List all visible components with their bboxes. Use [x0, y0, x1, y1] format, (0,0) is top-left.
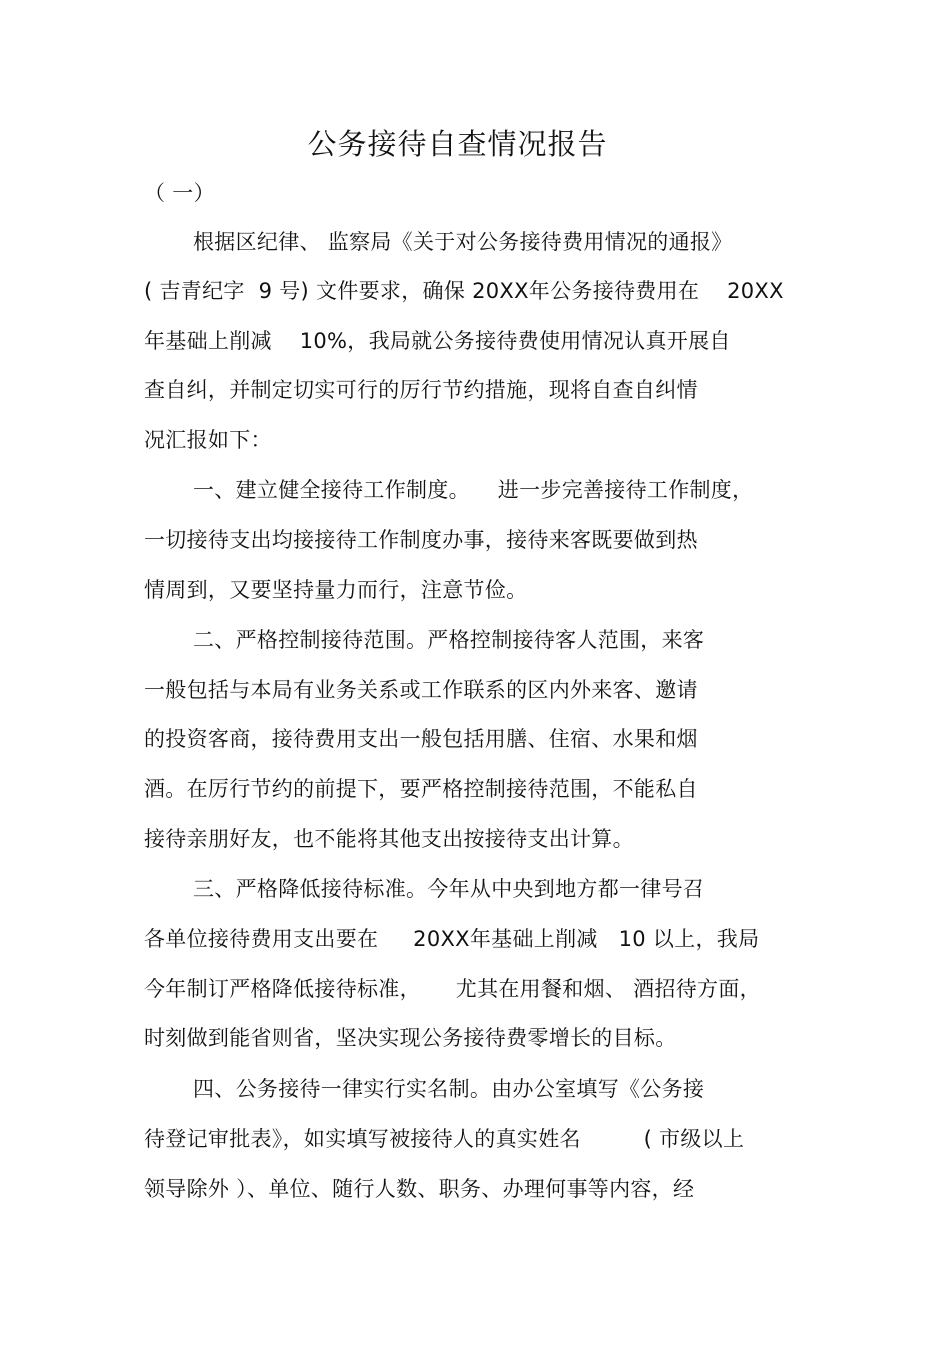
- paragraph-line: 根据区纪律、 监察局《关于对公务接待费用情况的通报》: [193, 230, 733, 254]
- paragraph-line: 一切接待支出均接接待工作制度办事，接待来客既要做到热: [144, 528, 698, 552]
- paragraph-line: 年基础上削减 10%，我局就公务接待费使用情况认真开展自: [144, 329, 731, 353]
- paragraph-line: 各单位接待费用支出要在 20XX年基础上削减 10 以上，我局: [144, 927, 760, 951]
- paragraph-line: 二、严格控制接待范围。严格控制接待客人范围，来客: [193, 628, 705, 652]
- paragraph-line: 一般包括与本局有业务关系或工作联系的区内外来客、邀请: [144, 678, 698, 702]
- paragraph-line: 接待亲朋好友，也不能将其他支出按接待支出计算。: [144, 827, 634, 851]
- paragraph-line: 一、建立健全接待工作制度。 进一步完善接待工作制度，: [193, 478, 754, 502]
- paragraph-line: 时刻做到能省则省，坚决实现公务接待费零增长的目标。: [144, 1026, 677, 1050]
- paragraph-line: ( 吉青纪字 9 号) 文件要求，确保 20XX年公务接待费用在 20XX: [144, 279, 784, 303]
- paragraph-line: 领导除外 ）、单位、随行人数、职务、办理何事等内容，经: [144, 1177, 695, 1201]
- section-label: （ 一）: [144, 181, 215, 205]
- document-title: 公务接待自查情况报告: [307, 127, 608, 161]
- paragraph-line: 酒。在厉行节约的前提下，要严格控制接待范围，不能私自: [144, 777, 698, 801]
- paragraph-line: 待登记审批表》，如实填写被接待人的真实姓名 ( 市级以上: [144, 1127, 745, 1151]
- paragraph-line: 情周到，又要坚持量力而行，注意节俭。: [144, 578, 528, 602]
- paragraph-line: 四、公务接待一律实行实名制。由办公室填写《公务接: [193, 1077, 705, 1101]
- paragraph-line: 的投资客商，接待费用支出一般包括用膳、住宿、水果和烟: [144, 727, 698, 751]
- paragraph-line: 今年制订严格降低接待标准， 尤其在用餐和烟、 酒招待方面，: [144, 977, 761, 1001]
- paragraph-line: 况汇报如下：: [144, 428, 272, 452]
- paragraph-line: 查自纠，并制定切实可行的厉行节约措施，现将自查自纠情: [144, 378, 698, 402]
- paragraph-line: 三、严格降低接待标准。今年从中央到地方都一律号召: [193, 877, 705, 901]
